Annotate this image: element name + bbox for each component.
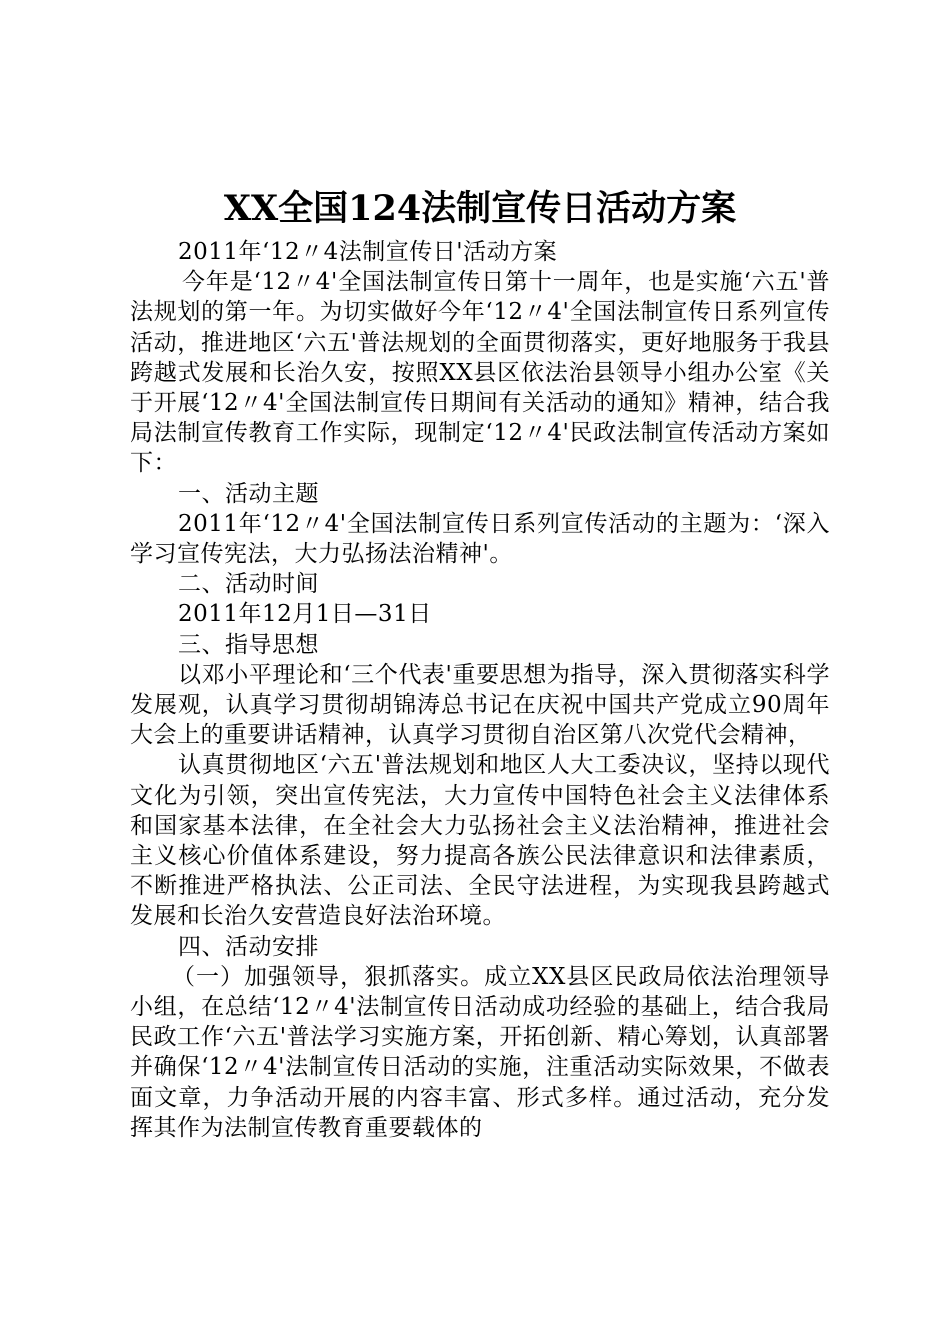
section-heading-theme: 一、活动主题	[178, 480, 319, 507]
section-heading-arrangement: 四、活动安排	[178, 933, 319, 960]
document-body	[130, 237, 830, 1143]
theme-paragraph: 2011年‘12〃4'全国法制宣传日系列宣传活动的主题为：‘深入学习宣传宪法，大力弘扬法治精神'。	[130, 510, 830, 568]
guidance-paragraph: 以邓小平理论和‘三个代表'重要思想为指导，深入贯彻落实科学发展观，认真学习贯彻胡锦涛总书记在庆祝中国共产党成立90周年大会上的重要讲话精神，认真学习贯彻自治区第八次党代会精神，	[130, 661, 830, 749]
intro-paragraph: 今年是‘12〃4'全国法制宣传日第十一周年，也是实施‘六五'普法规划的第一年。为切实做好今年‘12〃4'全国法制宣传日系列宣传活动，推进地区‘六五'普法规划的全面贯彻落实，更好地服务于我县跨越式发展和长治久安，按照XX县区依法治县领导小组办公室《关于开展‘12〃4'全国法制宣传日期间有关活动的通知》精神，结合我局法制宣传教育工作实际，现制定‘12〃4'民政法制宣传活动方案如下：	[130, 269, 830, 477]
arrangement-paragraph: （一）加强领导，狠抓落实。成立XX县区民政局依法治理领导小组，在总结‘12〃4'法制宣传日活动成功经验的基础上，结合我局民政工作‘六五'普法学习实施方案，开拓创新、精心筹划，认真部署并确保‘12〃4'法制宣传日活动的实施，注重活动实际效果，不做表面文章，力争活动开展的内容丰富、形式多样。通过活动，充分发挥其作为法制宣传教育重要载体的	[130, 963, 830, 1141]
document-title: XX全国124法制宣传日活动方案	[223, 188, 737, 229]
subtitle-paragraph: 2011年‘12〃4法制宣传日'活动方案	[178, 239, 558, 265]
time-paragraph: 2011年12月1日—31日	[178, 601, 432, 628]
section-heading-guidance: 三、指导思想	[178, 631, 319, 658]
section-heading-time: 二、活动时间	[178, 571, 319, 598]
guidance-paragraph-2: 认真贯彻地区‘六五'普法规划和地区人大工委决议，坚持以现代文化为引领，突出宣传宪法，大力宣传中国特色社会主义法律体系和国家基本法律，在全社会大力弘扬社会主义法治精神，推进社会主义核心价值体系建设，努力提高各族公民法律意识和法律素质，不断推进严格执法、公正司法、全民守法进程，为实现我县跨越式发展和长治久安营造良好法治环境。	[130, 752, 830, 930]
